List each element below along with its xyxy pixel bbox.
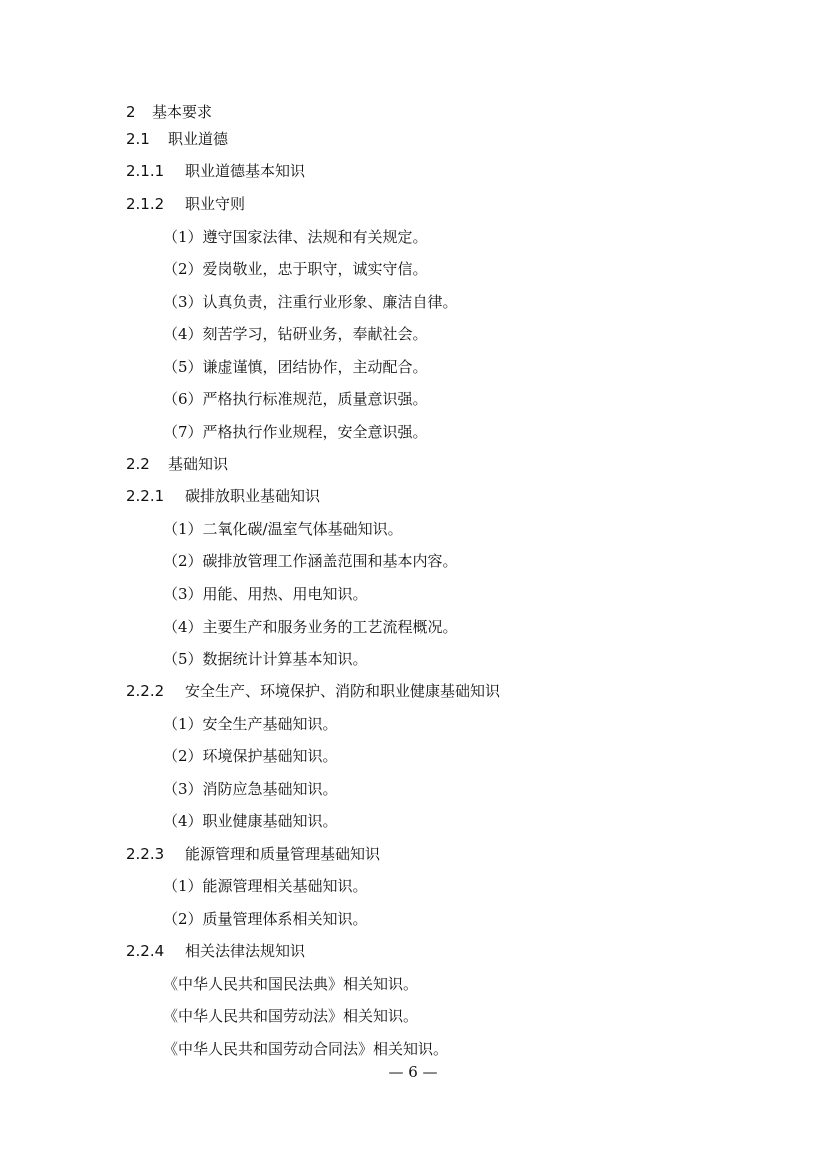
heading-number: 2 — [126, 103, 136, 121]
heading-number: 2.1 — [126, 130, 150, 148]
list-item: （2）环境保护基础知识。 — [163, 747, 338, 765]
heading-title: 基本要求 — [152, 103, 213, 121]
heading-number: 2.1.1 — [126, 162, 165, 180]
list-item: （6）严格执行标准规范，质量意识强。 — [163, 390, 428, 408]
heading-2-1 — [126, 129, 228, 149]
heading-number: 2.2.1 — [126, 487, 165, 505]
list-item: （1）能源管理相关基础知识。 — [163, 877, 368, 895]
heading-2-2-1 — [126, 486, 320, 506]
heading-number: 2.2 — [126, 455, 150, 473]
list-item: （3）认真负责，注重行业形象、廉洁自律。 — [163, 293, 458, 311]
list-item: （5）数据统计计算基本知识。 — [163, 650, 368, 668]
heading-title: 安全生产、环境保护、消防和职业健康基础知识 — [185, 682, 501, 700]
list-item: （1）安全生产基础知识。 — [163, 715, 338, 733]
heading-title: 职业道德基本知识 — [185, 162, 306, 180]
heading-2-1-1 — [126, 161, 305, 181]
list-item: （4）职业健康基础知识。 — [163, 812, 338, 830]
list-item: （5）谦虚谨慎，团结协作，主动配合。 — [163, 358, 428, 376]
list-item: 《中华人民共和国劳动合同法》相关知识。 — [163, 1040, 449, 1058]
list-item: （3）用能、用热、用电知识。 — [163, 585, 368, 603]
list-item: （4）刻苦学习，钻研业务，奉献社会。 — [163, 325, 428, 343]
heading-number: 2.1.2 — [126, 195, 165, 213]
heading-title: 能源管理和质量管理基础知识 — [185, 845, 381, 863]
heading-2-1-2 — [126, 194, 245, 214]
list-item: （2）爱岗敬业，忠于职守，诚实守信。 — [163, 260, 428, 278]
list-item: （2）碳排放管理工作涵盖范围和基本内容。 — [163, 552, 458, 570]
heading-title: 职业守则 — [185, 195, 246, 213]
list-item: （1）二氧化碳/温室气体基础知识。 — [163, 520, 403, 538]
heading-number: 2.2.2 — [126, 682, 165, 700]
heading-2 — [126, 102, 212, 122]
heading-2-2-2 — [126, 681, 500, 701]
heading-title: 相关法律法规知识 — [185, 942, 306, 960]
list-item: （4）主要生产和服务业务的工艺流程概况。 — [163, 618, 458, 636]
list-item: （7）严格执行作业规程，安全意识强。 — [163, 423, 428, 441]
heading-title: 基础知识 — [168, 455, 229, 473]
list-item: （1）遵守国家法律、法规和有关规定。 — [163, 228, 428, 246]
list-item: 《中华人民共和国民法典》相关知识。 — [163, 975, 419, 993]
heading-number: 2.2.3 — [126, 845, 165, 863]
list-item: （2）质量管理体系相关知识。 — [163, 910, 368, 928]
list-item: 《中华人民共和国劳动法》相关知识。 — [163, 1007, 419, 1025]
heading-2-2 — [126, 454, 228, 474]
heading-2-2-4 — [126, 941, 305, 961]
heading-number: 2.2.4 — [126, 942, 165, 960]
list-item: （3）消防应急基础知识。 — [163, 780, 338, 798]
heading-title: 职业道德 — [168, 130, 229, 148]
page-number: — 6 — — [388, 1063, 438, 1081]
heading-title: 碳排放职业基础知识 — [185, 487, 321, 505]
heading-2-2-3 — [126, 844, 380, 864]
